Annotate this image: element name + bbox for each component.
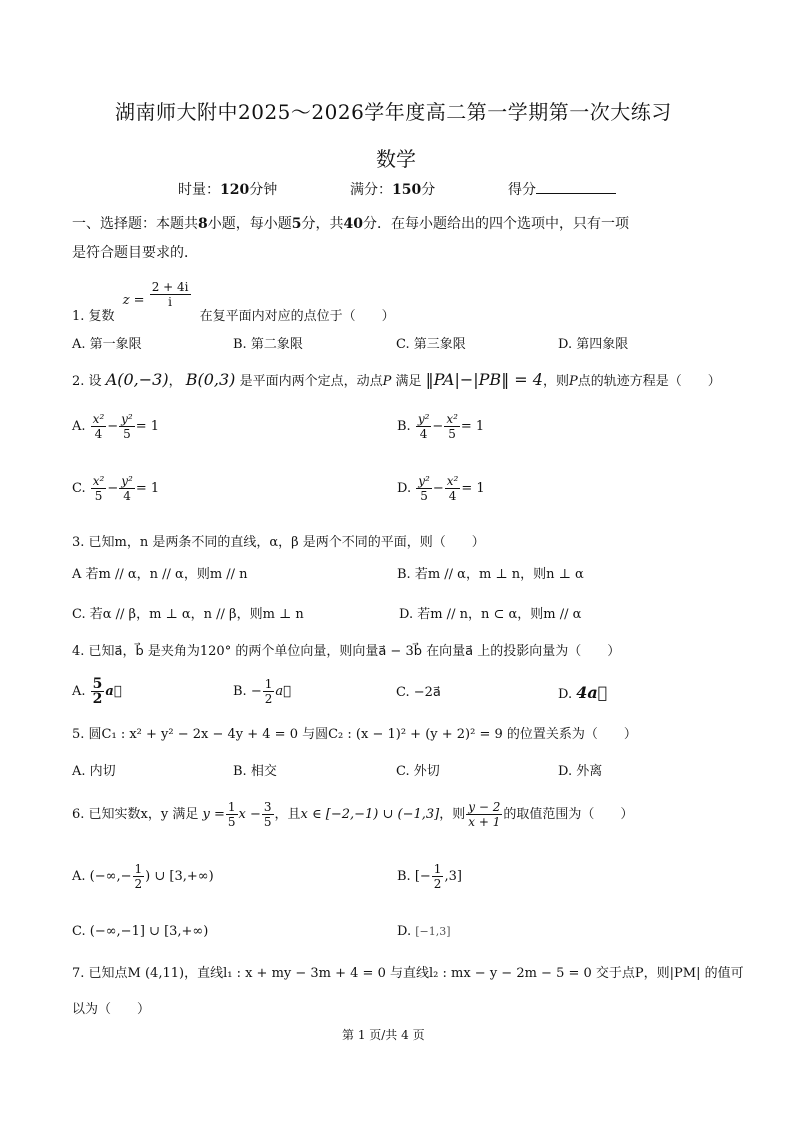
- q6-option-d[interactable]: D. [−1,3]: [397, 924, 451, 939]
- section-intro-line2: 是符合题目要求的．: [72, 245, 198, 261]
- q3-stem: 3. 已知m，n 是两条不同的直线，α，β 是两个不同的平面，则（ ）: [72, 535, 485, 550]
- time-value: 120: [220, 182, 250, 198]
- q2-option-b[interactable]: B. $\frac{\text{y²}}{4}$ − $\frac{\text{x²}}{5}$ = 1: [397, 412, 485, 441]
- q1-option-c[interactable]: C. 第三象限: [396, 337, 466, 352]
- q1-formula: $\frac{2 + 4i}{i}$: [151, 280, 189, 309]
- result-blank[interactable]: [536, 181, 616, 194]
- score-label: 满分：: [350, 182, 392, 198]
- q2-option-c[interactable]: C. $\frac{\text{x²}}{5}$ − $\frac{\text{y²}}{4}$ = 1: [72, 474, 160, 503]
- page-footer: 第 1 页/共 4 页: [342, 1028, 425, 1042]
- exam-info-time: [178, 179, 277, 199]
- score-unit: 分: [421, 182, 436, 198]
- exam-title: 湖南师大附中2025～2026学年度高二第一学期第一次大练习: [115, 100, 672, 124]
- q4-stem: 4. 已知a⃗，b⃗ 是夹角为120° 的两个单位向量，则向量a⃗ − 3b⃗ 在向量a⃗ 上的投影向量为（ ）: [72, 644, 621, 659]
- q2-stem: 2. 设 A(0,−3)， B(0,3) 是平面内两个定点，动点P 满足 ‖PA|−|PB‖ = 4，则P点的轨迹方程是（ ）: [72, 370, 721, 389]
- q2-option-d[interactable]: D. $\frac{\text{y²}}{5}$ − $\frac{\text{x²}}{4}$ = 1: [397, 474, 485, 503]
- q4-option-d[interactable]: D. 4a⃗: [558, 683, 608, 702]
- q3-option-d[interactable]: D. 若m // n，n ⊂ α，则m // α: [399, 607, 582, 622]
- exam-info-score: [350, 179, 435, 199]
- q1-option-a[interactable]: A. 第一象限: [72, 337, 142, 352]
- q3-option-c[interactable]: C. 若α // β，m ⊥ α，n // β，则m ⊥ n: [72, 607, 304, 622]
- q5-stem: 5. 圆C₁ : x² + y² − 2x − 4y + 4 = 0 与圆C₂ : (x − 1)² + (y + 2)² = 9 的位置关系为（ ）: [72, 727, 637, 742]
- q1-option-d[interactable]: D. 第四象限: [558, 337, 629, 352]
- q6-stem: 6. 已知实数x，y 满足 y = $\frac{1}{5}$ x − $\frac{3}{5}$ ，且x ∈ [−2,−1) ∪ (−1,3]，则 $\frac{y - 2}{x + 1}$ 的取值范围为（ ）: [72, 800, 634, 829]
- q6-option-c[interactable]: C. (−∞,−1] ∪ [3,+∞): [72, 924, 209, 939]
- q5-option-c[interactable]: C. 外切: [396, 764, 440, 779]
- q7-line2: 以为（ ）: [72, 1002, 151, 1017]
- exam-subject: 数学: [376, 147, 416, 171]
- q1-stem: 1. 复数 z = $\frac{2 + 4i}{i}$ 在复平面内对应的点位于（ ）: [72, 280, 395, 324]
- score-value: 150: [392, 182, 422, 198]
- section-intro-line1: 一、选择题：本题共8小题，每小题5分，共40分．在每小题给出的四个选项中，只有一项: [72, 216, 629, 232]
- q6-option-a[interactable]: A. (−∞,− $\frac{1}{2}$ ) ∪ [3,+∞): [72, 862, 214, 891]
- q4-option-b[interactable]: B. − $\frac{1}{2}$ a⃗: [233, 677, 291, 706]
- q1-option-b[interactable]: B. 第二象限: [233, 337, 303, 352]
- q3-option-a[interactable]: A 若m // α，n // α，则m // n: [72, 567, 248, 582]
- q2-option-a[interactable]: A. $\frac{\text{x²}}{4}$ − $\frac{\text{y²}}{5}$ = 1: [72, 412, 160, 441]
- q6-option-b[interactable]: B. [− $\frac{1}{2}$ ,3]: [397, 862, 462, 891]
- q4-option-a[interactable]: A. $\frac{5}{2}$ a⃗: [72, 676, 122, 707]
- q5-option-d[interactable]: D. 外离: [558, 764, 603, 779]
- q7-line1: 7. 已知点M (4,11)，直线l₁ : x + my − 3m + 4 = 0 与直线l₂ : mx − y − 2m − 5 = 0 交于点P，则|PM| 的值可: [72, 966, 744, 981]
- result-label: 得分: [508, 182, 536, 198]
- q4-option-c[interactable]: C. −2a⃗: [396, 685, 441, 700]
- q3-option-b[interactable]: B. 若m // α，m ⊥ n，则n ⊥ α: [397, 567, 584, 582]
- time-label: 时量：: [178, 182, 220, 198]
- q5-option-a[interactable]: A. 内切: [72, 764, 116, 779]
- time-unit: 分钟: [249, 182, 278, 198]
- q5-option-b[interactable]: B. 相交: [233, 764, 277, 779]
- exam-info-result: [508, 179, 616, 199]
